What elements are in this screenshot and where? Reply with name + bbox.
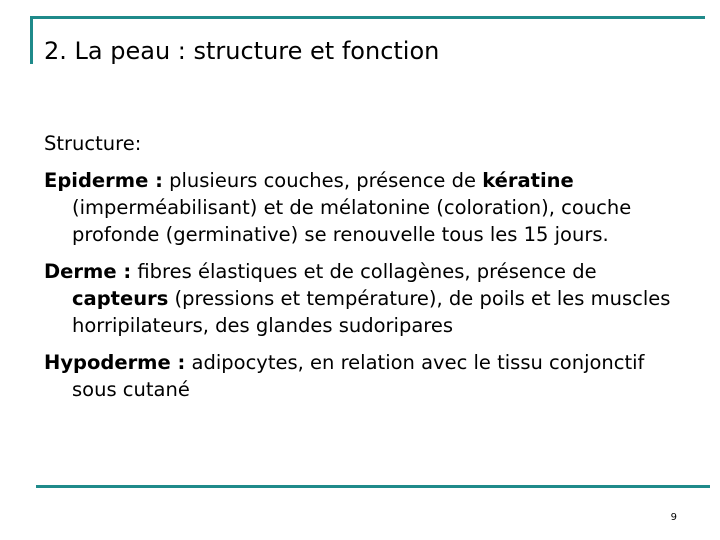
title-frame: [30, 16, 705, 64]
entry-text: fibres élastiques et de collagènes, présence de: [131, 260, 597, 283]
section-heading: Structure:: [44, 132, 142, 155]
entry-hypoderme: [44, 349, 684, 403]
entry-highlight: kératine: [482, 169, 574, 192]
entry-text: (pressions et température), de poils et les muscles horripilateurs, des glandes sudoripares: [72, 287, 671, 337]
entry-term: Hypoderme :: [44, 351, 186, 374]
entry-term: Epiderme :: [44, 169, 163, 192]
slide-content: [44, 130, 684, 413]
page-number: 9: [670, 512, 677, 523]
entry-epiderme: [44, 167, 684, 248]
entry-text: plusieurs couches, présence de: [162, 169, 483, 192]
entry-derme: [44, 258, 684, 339]
title-accent-line-left: [30, 16, 33, 64]
slide-title: 2. La peau : structure et fonction: [44, 37, 440, 65]
entry-text: (imperméabilisant) et de mélatonine (coloration), couche profonde (germinative) se renouvelle tous les 15 jours.: [72, 196, 632, 246]
entry-highlight: capteurs: [72, 287, 169, 310]
footer-divider: [36, 485, 710, 488]
title-accent-line-top: [30, 16, 705, 19]
entry-text: adipocytes, en relation avec le tissu conjonctif sous cutané: [72, 351, 645, 401]
entry-term: Derme :: [44, 260, 132, 283]
